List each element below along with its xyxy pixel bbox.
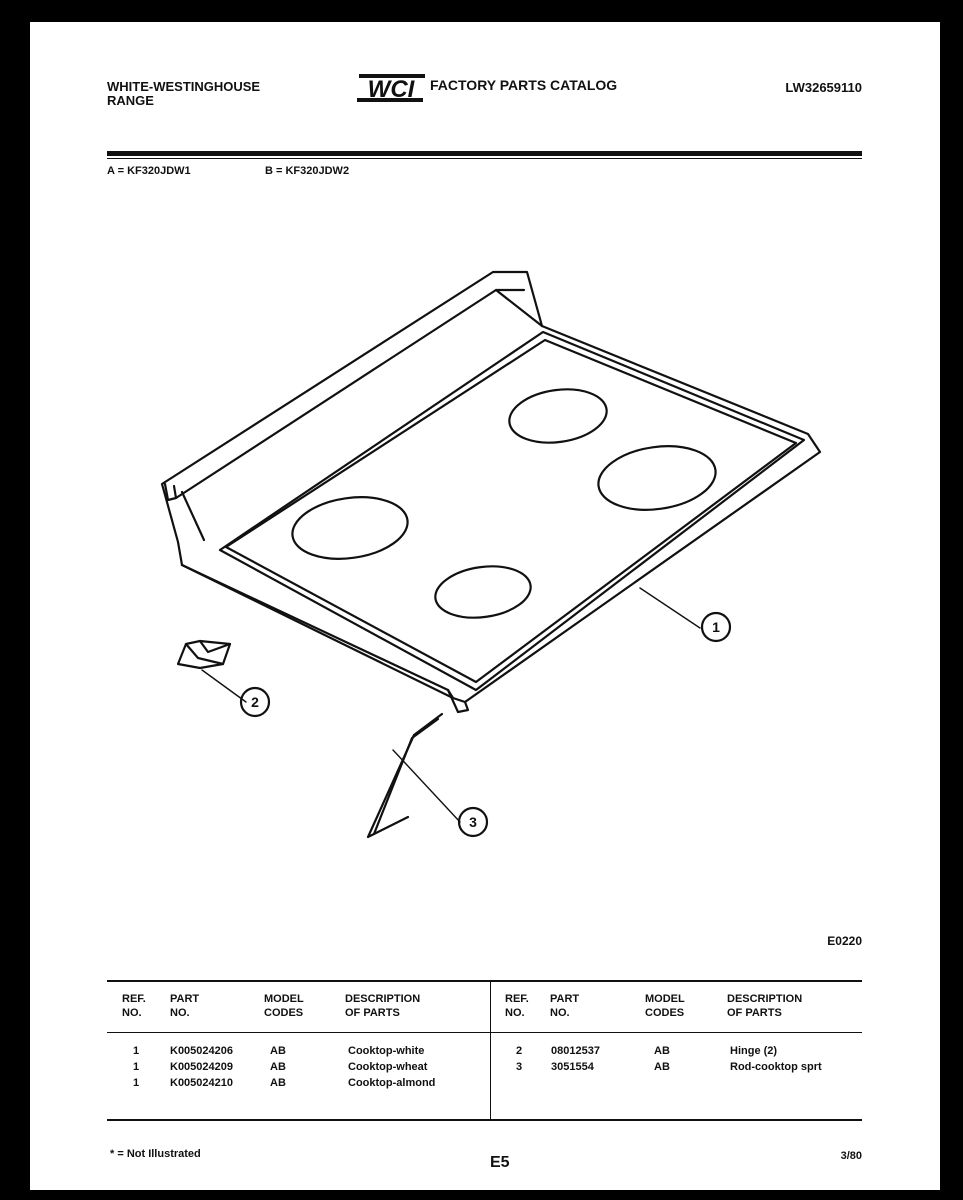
row-desc: Cooktop-wheat xyxy=(348,1061,428,1073)
row-desc: Cooktop-white xyxy=(348,1045,425,1057)
header-description: DESCRIPTION OF PARTS xyxy=(345,993,421,1019)
revision-date: 3/80 xyxy=(840,1150,862,1162)
logo-text: WCI xyxy=(367,76,415,103)
exploded-parts-diagram xyxy=(30,22,940,922)
row-model: AB xyxy=(270,1077,286,1089)
table-bottom-rule xyxy=(107,1119,862,1121)
header-ref-no: REF. NO. xyxy=(122,993,146,1019)
catalog-title: FACTORY PARTS CATALOG xyxy=(430,77,618,93)
footnote: * = Not Illustrated xyxy=(110,1148,201,1160)
row-ref: 3 xyxy=(516,1061,523,1073)
row-part: K005024206 xyxy=(170,1045,234,1057)
leader-lines xyxy=(202,588,700,822)
header-part-no-right: PART NO. xyxy=(550,993,580,1019)
row-model: AB xyxy=(654,1045,670,1057)
page-number: E5 xyxy=(490,1154,510,1171)
row-desc: Rod-cooktop sprt xyxy=(730,1061,822,1073)
row-model: AB xyxy=(270,1045,286,1057)
model-b: B = KF320JDW2 xyxy=(265,165,350,177)
header-model-codes: MODEL CODES xyxy=(264,993,304,1019)
header-model-codes-right: MODEL CODES xyxy=(645,993,685,1019)
row-ref: 2 xyxy=(516,1045,523,1057)
row-ref: 1 xyxy=(133,1077,140,1089)
burner-opening-large-rear xyxy=(594,439,719,517)
header-part-no: PART NO. xyxy=(170,993,200,1019)
callout-label-3: 3 xyxy=(469,814,477,830)
model-a: A = KF320JDW1 xyxy=(107,165,191,177)
header-description-right: DESCRIPTION OF PARTS xyxy=(727,993,803,1019)
row-model: AB xyxy=(270,1061,286,1073)
catalog-page xyxy=(30,22,940,1190)
row-part: 3051554 xyxy=(551,1061,594,1073)
header-ref-no-right: REF. NO. xyxy=(505,993,529,1019)
product-line: RANGE xyxy=(107,93,154,108)
burner-opening-large-front xyxy=(288,490,411,566)
catalog-number: LW32659110 xyxy=(785,80,862,95)
rod-part xyxy=(368,714,442,837)
table-column-divider xyxy=(490,982,491,1119)
row-part: K005024209 xyxy=(170,1061,234,1073)
row-part: 08012537 xyxy=(551,1045,600,1057)
callout-label-1: 1 xyxy=(712,619,720,635)
row-ref: 1 xyxy=(133,1061,140,1073)
cooktop-panel xyxy=(162,272,820,712)
burner-opening-small-rear xyxy=(506,383,610,448)
row-ref: 1 xyxy=(133,1045,140,1057)
row-part: K005024210 xyxy=(170,1077,234,1089)
burner-opening-small-front xyxy=(432,561,534,624)
table-top-rule xyxy=(107,980,862,982)
diagram-code: E0220 xyxy=(827,934,862,948)
callout-circles xyxy=(241,613,730,836)
brand-line: WHITE-WESTINGHOUSE xyxy=(107,79,261,94)
callout-label-2: 2 xyxy=(251,694,259,710)
row-model: AB xyxy=(654,1061,670,1073)
row-desc: Hinge (2) xyxy=(730,1045,778,1057)
row-desc: Cooktop-almond xyxy=(348,1077,436,1089)
hinge-part xyxy=(178,641,230,668)
table-header-rule xyxy=(107,1032,862,1033)
